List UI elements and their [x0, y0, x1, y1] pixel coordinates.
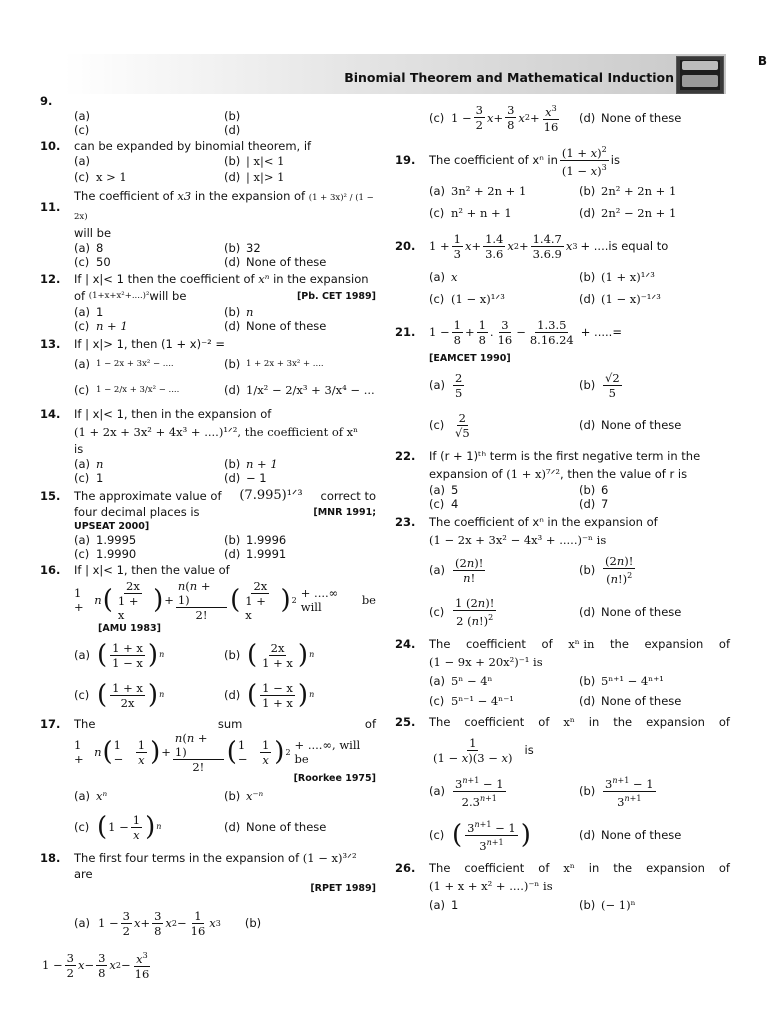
- option-a: (a) ( $\frac{1 + x}{1 - x}$ ) n: [74, 640, 165, 670]
- option-a: (a): [74, 154, 91, 168]
- option-d: (d) None of these: [224, 255, 327, 269]
- question-23: 23. The coefficient of xⁿ in the expansion of (1 − 2x + 3x² − 4x³ + .....)⁻ⁿ is (a) $\frac{(2n)!}{n!}$ (b) $\frac{(2n)!}{(n!)^2}$ (c) $\frac{1 (2n)!}{2 (n!)^2}$ (d) None of these: [395, 513, 730, 633]
- page-letter: B: [757, 54, 767, 68]
- option-b: (b) $\frac{√2}{5}$: [579, 370, 620, 400]
- math-expression: 1 + n ( $\frac{2x}{1 + x}$ ) + $\frac{n(n + 1)}{2!}$ ( $\frac{2x}{1 + x}$ ) 2 + ....∞ will be: [74, 578, 376, 622]
- option-d: (d) None of these: [579, 605, 682, 619]
- option-b: (b) | x|< 1: [224, 154, 285, 168]
- question-18: 18. The first four terms in the expansion of (1 − x)³ᐟ² are [RPET 1989] (a) 1 − $\frac{3}{2}$ x + $\frac{3}{8}$ x 2 − $\frac{1}{16}$ x 3 (b) 1 − $\frac{3}{2}$ x − $\frac{3}{8}$ x 2 − $\frac{x^3}{16}$: [40, 849, 376, 985]
- option-c: (c) n² + n + 1: [429, 206, 512, 220]
- source-tag: [EAMCET 1990]: [429, 353, 511, 364]
- option-b: (b) 5ⁿ⁺¹ − 4ⁿ⁺¹: [579, 674, 664, 688]
- option-c: (c) 1: [74, 471, 104, 485]
- option-b: (b) n: [224, 305, 254, 319]
- source-tag: UPSEAT 2000]: [74, 521, 150, 532]
- chapter-title: Binomial Theorem and Mathematical Induction: [344, 70, 674, 85]
- option-d: (d) (1 − x)⁻¹ᐟ³: [579, 292, 661, 306]
- option-c: (c) 50: [74, 255, 111, 269]
- option-c: (c) n + 1: [74, 319, 128, 333]
- option-c: (c) $\frac{2}{√5}$: [429, 410, 470, 440]
- question-13: 13. If | x|> 1, then (1 + x)⁻² = (a) 1 − 2x + 3x² − .... (b) 1 + 2x + 3x² + .... (c) 1 − 2/x + 3/x² − .... (d) 1/x² − 2/x³ + 3/x⁴ − ...: [40, 335, 376, 405]
- option-a: (a) 8: [74, 241, 104, 255]
- source-tag: [Roorkee 1975]: [293, 773, 376, 784]
- option-c: (c): [74, 123, 90, 137]
- option-c: (c) $\frac{1 (2n)!}{2 (n!)^2}$: [429, 596, 495, 628]
- option-b: (b) n + 1: [224, 457, 278, 471]
- option-a: (a) 5ⁿ − 4ⁿ: [429, 674, 493, 688]
- option-b: (b) x⁻ⁿ: [224, 789, 264, 803]
- option-d: (d): [224, 123, 241, 137]
- source-tag: [Pb. CET 1989]: [296, 291, 376, 302]
- question-17: 17. The sum of 1 + n ( 1 − $\frac{1}{x}$ ) + $\frac{n(n + 1)}{2!}$ ( 1 − $\frac{1}{x}$ ) 2 + ....∞, will be [Roorkee 1975] (a) xⁿ (b) x⁻ⁿ (c) ( 1 − $\frac{1}{x}$ ) n (d) None of these: [40, 717, 376, 847]
- option-a: (a) $\frac{(2n)!}{n!}$: [429, 555, 484, 585]
- option-c: (c) (1 − x)¹ᐟ³: [429, 292, 505, 306]
- question-19: 19. The coefficient of xⁿ in $\frac{(1 + x)^2}{(1 - x)^3}$ is (a) 3n² + 2n + 1 (b) 2n² + 2n + 1 (c) n² + n + 1 (d) 2n² − 2n + 1: [395, 140, 730, 224]
- left-column: [40, 94, 376, 987]
- option-a: (a) x: [429, 270, 458, 284]
- option-b-expression: 1 − $\frac{3}{2}$ x − $\frac{3}{8}$ x 2 − $\frac{x^3}{16}$: [42, 950, 150, 981]
- question-25: 25. The coefficient of xⁿ in the expansion of $\frac{1}{(1 - x)(3 - x)}$ is (a) $\frac{3^{n+1} - 1}{2.3^{n+1}}$ (b) $\frac{3^{n+1} - 1}{3^{n+1}}$ (c) ( $\frac{3^{n+1} - 1}{3^{n+1}}$ ) (d) None of these: [395, 713, 730, 857]
- question-14: 14. If | x|< 1, then in the expansion of (1 + 2x + 3x² + 4x³ + ....)¹ᐟ², the coefficient of xⁿ is (a) n (b) n + 1 (c) 1 (d) − 1: [40, 407, 376, 485]
- question-11: 11. The coefficient of x3 in the expansion of (1 + 3x)² / (1 − 2x) will be (a) 8 (b) 32 (c) 50 (d) None of these: [40, 188, 376, 269]
- option-d: (d) 7: [579, 497, 609, 511]
- option-b: (b) (− 1)ⁿ: [579, 898, 636, 912]
- question-22: 22. If (r + 1)ᵗʰ term is the first negative term in the expansion of (1 + x)⁷ᐟ² , then the value of r is (a) 5 (b) 6 (c) 4 (d) 7: [395, 447, 730, 511]
- option-a: (a) 1: [74, 305, 104, 319]
- option-a: (a) 5: [429, 483, 459, 497]
- source-tag: [RPET 1989]: [310, 883, 376, 894]
- question-9: [40, 94, 376, 137]
- right-column: [395, 94, 730, 917]
- option-c: (c) ( $\frac{3^{n+1} - 1}{3^{n+1}}$ ): [429, 819, 531, 853]
- option-c: (c) ( $\frac{1 + x}{2x}$ ) n: [74, 680, 165, 710]
- option-c: (c) 4: [429, 497, 459, 511]
- option-d: (d) 2n² − 2n + 1: [579, 206, 677, 220]
- question-number: 9.: [40, 94, 53, 108]
- option-b: (b) 32: [224, 241, 261, 255]
- option-b: (b) ( $\frac{2x}{1 + x}$ ) n: [224, 640, 315, 670]
- option-d: (d) − 1: [224, 471, 267, 485]
- option-b: (b) $\frac{3^{n+1} - 1}{3^{n+1}}$: [579, 775, 654, 809]
- publisher-logo: [676, 56, 724, 94]
- option-c: (c) x > 1: [74, 170, 127, 184]
- option-c: (c) 1 − 2/x + 3/x² − ....: [74, 383, 180, 397]
- option-d: (d) None of these: [579, 828, 682, 842]
- math-expression: $\frac{1}{(1 - x)(3 - x)}$ is: [433, 735, 534, 765]
- option-b: (b) 6: [579, 483, 609, 497]
- option-a: (a) n: [74, 457, 104, 471]
- option-a: (a) 1.9995: [74, 533, 137, 547]
- option-c: (c) ( 1 − $\frac{1}{x}$ ) n: [74, 812, 162, 842]
- option-a: (a) 3n² + 2n + 1: [429, 184, 527, 198]
- option-a: (a) 1: [429, 898, 459, 912]
- option-c: (c) 1 − $\frac{3}{2}$ x + $\frac{3}{8}$ x 2 + $\frac{x^3}{16}$: [429, 103, 559, 134]
- option-d: (d) None of these: [579, 418, 682, 432]
- option-a: (a) $\frac{3^{n+1} - 1}{2.3^{n+1}}$: [429, 775, 504, 809]
- option-c: (c) 5ⁿ⁻¹ − 4ⁿ⁻¹: [429, 694, 514, 708]
- question-15: 15. The approximate value of (7.995)¹ᐟ³ correct to four decimal places is [MNR 1991; UPSEAT 2000] (a) 1.9995 (b) 1.9996 (c) 1.9990 (d) 1.9991: [40, 488, 376, 561]
- question-21: 21. 1 − $\frac{1}{8}$ + $\frac{1}{8}$ . $\frac{3}{16}$ − $\frac{1.3.5}{8.16.24}$ + .....= [EAMCET 1990] (a) $\frac{2}{5}$ (b) $\frac{√2}{5}$ (c) $\frac{2}{√5}$ (d) None of these: [395, 312, 730, 445]
- option-b: (b) 2n² + 2n + 1: [579, 184, 677, 198]
- option-c: (c) 1.9990: [74, 547, 137, 561]
- question-20: 20. 1 + $\frac{1}{3}$ x + $\frac{1.4}{3.6}$ x 2 + $\frac{1.4.7}{3.6.9}$ x 3 + ....is equal to (a) x (b) (1 + x)¹ᐟ³ (c) (1 − x)¹ᐟ³ (d) (1 − x)⁻¹ᐟ³: [395, 226, 730, 310]
- option-d: (d) 1/x² − 2/x³ + 3/x⁴ − ...: [224, 383, 375, 397]
- source-tag: [MNR 1991;: [313, 507, 376, 518]
- option-a: (a) 1 − 2x + 3x² − ....: [74, 357, 174, 371]
- option-b: (b) 1 + 2x + 3x² + ....: [224, 357, 324, 371]
- question-10: 10. can be expanded by binomial theorem, if (a) (b) | x|< 1 (c) x > 1 (d) | x|> 1: [40, 139, 376, 186]
- page-header: [64, 54, 726, 94]
- option-a: (a) xⁿ: [74, 789, 108, 803]
- math-expression: 1 + n ( 1 − $\frac{1}{x}$ ) + $\frac{n(n + 1)}{2!}$ ( 1 − $\frac{1}{x}$ ) 2 + ....∞, will be: [74, 730, 361, 774]
- question-12: 12. If | x|< 1 then the coefficient of xⁿ in the expansion of (1+x+x²+....)² will be [Pb. CET 1989] (a) 1 (b) n (c) n + 1 (d) None of these: [40, 272, 376, 333]
- option-a: (a): [74, 109, 91, 123]
- option-d: (d) None of these: [579, 111, 682, 125]
- option-b: (b): [224, 109, 241, 123]
- option-d: (d) None of these: [224, 820, 327, 834]
- option-d: (d) 1.9991: [224, 547, 287, 561]
- option-d: (d) | x|> 1: [224, 170, 285, 184]
- question-16: 16. If | x|< 1, then the value of 1 + n ( $\frac{2x}{1 + x}$ ) + $\frac{n(n + 1)}{2!}$ ( $\frac{2x}{1 + x}$ ) 2 + ....∞ will be [AMU 1983] (a) ( $\frac{1 + x}{1 - x}$ ) n (b) ( $\frac{2x}{1 + x}$ ) n (c) ( $\frac{1 + x}{2x}$ ) n (d) ( $\frac{1 - x}{1 + x}$ ) n: [40, 563, 376, 715]
- option-b: (b) (1 + x)¹ᐟ³: [579, 270, 655, 284]
- option-a: (a) 1 − $\frac{3}{2}$ x + $\frac{3}{8}$ x 2 − $\frac{1}{16}$ x 3 (b): [74, 908, 262, 938]
- source-tag: [AMU 1983]: [98, 623, 161, 634]
- option-b: (b) 1.9996: [224, 533, 287, 547]
- question-26: 26. The coefficient of xⁿ in the expansion of (1 + x + x² + ....)⁻ⁿ is (a) 1 (b) (− 1)ⁿ: [395, 859, 730, 915]
- question-24: 24. The coefficient of xⁿ in the expansion of (1 − 9x + 20x²)⁻¹ is (a) 5ⁿ − 4ⁿ (b) 5ⁿ⁺¹ − 4ⁿ⁺¹ (c) 5ⁿ⁻¹ − 4ⁿ⁻¹ (d) None of these: [395, 635, 730, 711]
- option-b: (b) $\frac{(2n)!}{(n!)^2}$: [579, 554, 634, 586]
- option-a: (a) $\frac{2}{5}$: [429, 370, 463, 400]
- question-text: can be expanded by binomial theorem, if: [74, 139, 312, 153]
- question-18-continued: [395, 100, 730, 136]
- option-d: (d) None of these: [579, 694, 682, 708]
- option-d: (d) ( $\frac{1 - x}{1 + x}$ ) n: [224, 680, 315, 710]
- option-d: (d) None of these: [224, 319, 327, 333]
